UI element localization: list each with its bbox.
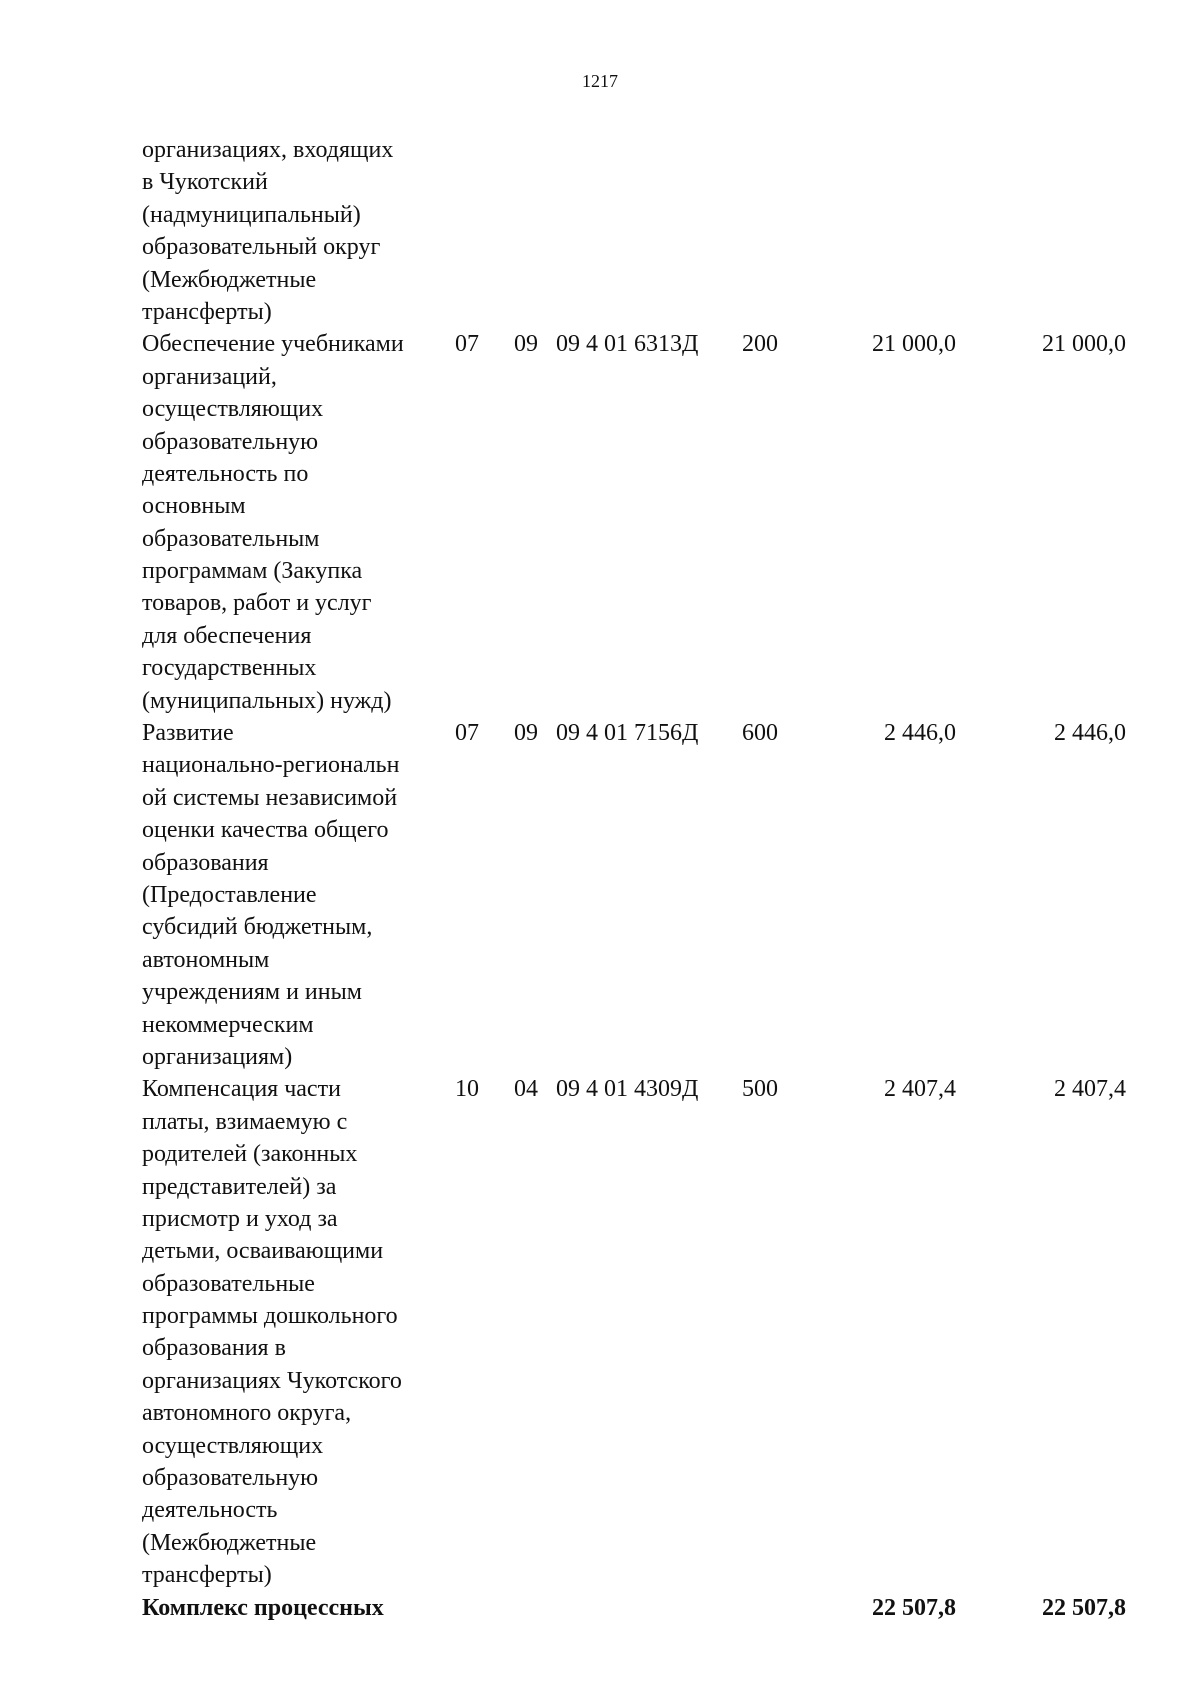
description-line: (муниципальных) нужд)	[142, 687, 392, 714]
description-line: для обеспечения	[142, 622, 312, 649]
description-line: образовательные	[142, 1270, 315, 1297]
description-line: оценки качества общего	[142, 817, 389, 844]
description-line: основным	[142, 493, 246, 520]
description-line: организациях, входящих	[142, 137, 394, 163]
description-line: учреждениям и иным	[142, 979, 362, 1006]
expense-type-code: 200	[742, 331, 778, 358]
description-line: родителей (законных	[142, 1141, 358, 1168]
description-line: субсидий бюджетным,	[142, 914, 373, 941]
expense-type-code: 500	[742, 1076, 778, 1103]
description-line: детьми, осваивающими	[142, 1238, 384, 1265]
description-line: образовательную	[142, 1465, 319, 1492]
description-line: представителей) за	[142, 1173, 337, 1200]
section-code: 07	[455, 720, 479, 747]
row-description	[142, 1073, 462, 1591]
amount-year-2: 21 000,0	[1042, 331, 1126, 358]
description-line: образования	[142, 849, 269, 876]
table-row	[0, 1073, 1200, 1591]
row-description	[142, 134, 462, 328]
description-line: деятельность по	[142, 460, 309, 487]
description-line: осуществляющих	[142, 1432, 324, 1459]
section-code: 10	[455, 1076, 479, 1103]
description-line: образовательный округ	[142, 234, 381, 261]
target-article-code: 09 4 01 6313Д	[556, 331, 699, 358]
description-line: осуществляющих	[142, 396, 324, 423]
amount-year-1: 21 000,0	[872, 331, 956, 358]
target-article-code: 09 4 01 7156Д	[556, 720, 699, 747]
row-description	[142, 328, 462, 717]
description-line: Комплекс процессных	[142, 1594, 384, 1621]
description-line: автономным	[142, 946, 270, 973]
expense-type-code: 600	[742, 720, 778, 747]
description-line: образовательную	[142, 428, 319, 455]
amount-year-2: 2 407,4	[1054, 1076, 1126, 1103]
description-line: программам (Закупка	[142, 558, 363, 585]
description-line: (надмуниципальный)	[142, 201, 361, 228]
amount-year-1: 2 407,4	[884, 1076, 956, 1103]
description-line: организаций,	[142, 363, 277, 390]
description-line: образования в	[142, 1335, 286, 1362]
description-line: (Предоставление	[142, 881, 317, 908]
row-description	[142, 1592, 462, 1624]
description-line: трансферты)	[142, 298, 272, 325]
description-line: государственных	[142, 655, 317, 682]
description-line: трансферты)	[142, 1562, 272, 1589]
description-line: национально-региональн	[142, 752, 400, 779]
row-description	[142, 717, 462, 1073]
description-line: организациям)	[142, 1043, 293, 1070]
table-row-total	[0, 1592, 1200, 1624]
budget-table	[0, 134, 1200, 1624]
description-line: в Чукотский	[142, 169, 268, 196]
section-code: 07	[455, 331, 479, 358]
table-row	[0, 134, 1200, 328]
description-line: Компенсация части	[142, 1076, 341, 1103]
description-line: организациях Чукотского	[142, 1367, 402, 1394]
description-line: деятельность	[142, 1497, 278, 1524]
description-line: программы дошкольного	[142, 1303, 398, 1330]
description-line: присмотр и уход за	[142, 1205, 338, 1232]
description-line: Развитие	[142, 720, 234, 747]
amount-year-1: 2 446,0	[884, 720, 956, 747]
subsection-code: 09	[514, 331, 538, 358]
page-number: 1217	[582, 71, 618, 91]
description-line: ой системы независимой	[142, 784, 398, 811]
description-line: (Межбюджетные	[142, 1529, 317, 1556]
description-line: автономного округа,	[142, 1400, 352, 1427]
description-line: Обеспечение учебниками	[142, 331, 404, 358]
description-line: некоммерческим	[142, 1011, 314, 1038]
description-line: товаров, работ и услуг	[142, 590, 372, 617]
description-line: образовательным	[142, 525, 320, 552]
table-row	[0, 717, 1200, 1073]
subsection-code: 09	[514, 720, 538, 747]
amount-year-2: 22 507,8	[1042, 1594, 1126, 1621]
subsection-code: 04	[514, 1076, 538, 1103]
table-row	[0, 328, 1200, 717]
target-article-code: 09 4 01 4309Д	[556, 1076, 699, 1103]
description-line: (Межбюджетные	[142, 266, 317, 293]
description-line: платы, взимаемую с	[142, 1108, 348, 1135]
amount-year-2: 2 446,0	[1054, 720, 1126, 747]
amount-year-1: 22 507,8	[872, 1594, 956, 1621]
